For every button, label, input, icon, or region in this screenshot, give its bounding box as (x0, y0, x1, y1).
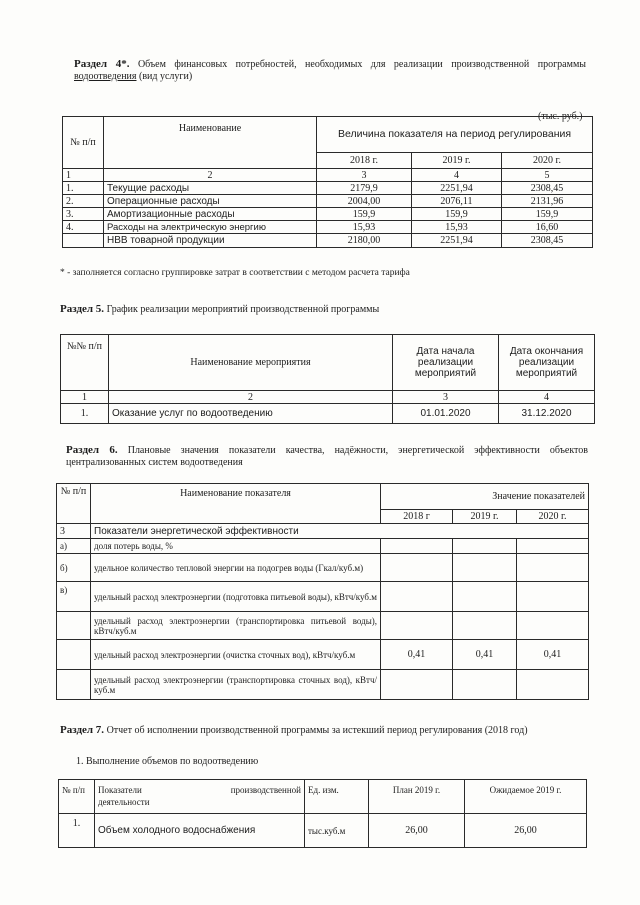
row-plan: 26,00 (369, 814, 465, 848)
table-group-row (57, 524, 589, 539)
row-value: 2131,96 (502, 195, 593, 208)
group-name: Показатели энергетической эффективности (91, 524, 589, 539)
index-cell: 5 (502, 169, 593, 182)
col-num-header: №№ п/п (61, 335, 109, 391)
row-num: 2. (63, 195, 104, 208)
table-header-row (63, 117, 593, 153)
row-num: 1. (63, 182, 104, 195)
row-name: Объем холодного водоснабжения (95, 814, 305, 848)
section4-heading-tail: (вид услуги) (139, 71, 193, 82)
table-row (63, 234, 593, 248)
section7-heading-label: Раздел 7. (60, 724, 105, 736)
row-value: 15,93 (317, 221, 412, 234)
row-value (381, 554, 453, 582)
section7-heading (60, 724, 590, 737)
section4-heading-label: Раздел 4*. (74, 58, 130, 70)
row-value (453, 670, 517, 700)
section4-footnote: * - заполняется согласно группировке затрат в соответствии с методом расчета тарифа (60, 268, 410, 278)
row-value: 0,41 (381, 640, 453, 670)
row-name: удельный расход электроэнергии (очистка сточных вод), кВтч/куб.м (91, 640, 381, 670)
index-cell: 3 (317, 169, 412, 182)
row-name: Амортизационные расходы (104, 208, 317, 221)
col-end-header: Дата окончания реализации мероприятий (499, 335, 595, 391)
row-num: 1. (59, 814, 95, 848)
table-row (57, 554, 589, 582)
col-name-header (95, 780, 305, 814)
section6-heading (66, 444, 588, 469)
row-value: 2251,94 (412, 234, 502, 248)
row-value: 2308,45 (502, 182, 593, 195)
table-header-row (57, 484, 589, 510)
section7-heading-text: Отчет об исполнении производственной программы за истекший период регулирования (2018 год) (106, 725, 528, 736)
table-row (57, 582, 589, 612)
row-value (517, 539, 589, 554)
col-unit-header: Ед. изм. (305, 780, 369, 814)
table-row (63, 221, 593, 234)
year-cell: 2019 г. (453, 510, 517, 524)
section6-heading-text: Плановые значения показатели качества, надёжности, энергетической эффективности объектов централизованных систем водоотведения (66, 445, 589, 468)
row-name: удельное количество тепловой энергии на подогрев воды (Гкал/куб.м) (91, 554, 381, 582)
row-num: б) (57, 554, 91, 582)
year-cell: 2018 г. (317, 153, 412, 169)
table-row (57, 539, 589, 554)
row-num: 4. (63, 221, 104, 234)
section4-heading-text: Объем финансовых потребностей, необходимых для реализации производственной программы (137, 59, 586, 70)
col-name-part-b: производственной (230, 785, 301, 795)
row-unit: тыс.куб.м (305, 814, 369, 848)
row-value (381, 582, 453, 612)
row-value (517, 612, 589, 640)
row-expected: 26,00 (465, 814, 587, 848)
row-value (381, 539, 453, 554)
index-cell: 1 (61, 391, 109, 404)
row-value (453, 612, 517, 640)
section6-table (56, 483, 589, 700)
row-name: НВВ товарной продукции (104, 234, 317, 248)
year-cell: 2018 г (381, 510, 453, 524)
col-num-header: № п/п (59, 780, 95, 814)
row-value (453, 582, 517, 612)
row-name: доля потерь воды, % (91, 539, 381, 554)
table-row (61, 404, 595, 424)
row-name: Текущие расходы (104, 182, 317, 195)
index-cell: 4 (412, 169, 502, 182)
col-name-part-c: деятельности (98, 797, 150, 807)
col-name-header: Наименование мероприятия (109, 335, 393, 391)
year-cell: 2019 г. (412, 153, 502, 169)
index-cell: 1 (63, 169, 104, 182)
row-value: 2004,00 (317, 195, 412, 208)
row-value (381, 612, 453, 640)
section4-heading (74, 58, 586, 83)
row-value: 2251,94 (412, 182, 502, 195)
col-value-header: Значение показателей (381, 484, 589, 510)
row-name: Операционные расходы (104, 195, 317, 208)
section7-table (58, 779, 587, 848)
table-header-row (59, 780, 587, 814)
row-end: 31.12.2020 (499, 404, 595, 424)
col-name-part-a: Показатели (98, 785, 142, 795)
row-num (63, 234, 104, 248)
col-num-header: № п/п (63, 117, 104, 169)
row-value: 2076,11 (412, 195, 502, 208)
col-name-header: Наименование показателя (91, 484, 381, 524)
row-name: Оказание услуг по водоотведению (109, 404, 393, 424)
row-num: 1. (61, 404, 109, 424)
section4-table (62, 116, 593, 248)
row-value: 0,41 (453, 640, 517, 670)
col-name-header: Наименование (104, 117, 317, 169)
row-value: 15,93 (412, 221, 502, 234)
row-value (517, 554, 589, 582)
table-row (63, 182, 593, 195)
year-cell: 2020 г. (502, 153, 593, 169)
row-num (57, 640, 91, 670)
row-value: 16,60 (502, 221, 593, 234)
section5-heading-label: Раздел 5. (60, 303, 105, 315)
col-expected-header: Ожидаемое 2019 г. (465, 780, 587, 814)
row-value (381, 670, 453, 700)
table-index-row (63, 169, 593, 182)
row-num: а) (57, 539, 91, 554)
row-value: 2308,45 (502, 234, 593, 248)
index-cell: 3 (393, 391, 499, 404)
row-value: 2179,9 (317, 182, 412, 195)
row-num: в) (57, 582, 91, 612)
col-value-header: Величина показателя на период регулирования (317, 117, 593, 153)
col-num-header: № п/п (57, 484, 91, 524)
index-cell: 2 (104, 169, 317, 182)
row-start: 01.01.2020 (393, 404, 499, 424)
year-cell: 2020 г. (517, 510, 589, 524)
index-cell: 2 (109, 391, 393, 404)
section7-item: 1. Выполнение объемов по водоотведению (76, 756, 259, 767)
row-name: Расходы на электрическую энергию (104, 221, 317, 234)
table-row (59, 814, 587, 848)
row-num (57, 612, 91, 640)
row-value (517, 670, 589, 700)
table-index-row (61, 391, 595, 404)
row-name: удельный расход электроэнергии (транспортировка питьевой воды), кВтч/куб.м (91, 612, 381, 640)
row-num: 3. (63, 208, 104, 221)
row-name: удельный расход электроэнергии (подготовка питьевой воды), кВтч/куб.м (91, 582, 381, 612)
group-num: 3 (57, 524, 91, 539)
col-plan-header: План 2019 г. (369, 780, 465, 814)
table-row (57, 640, 589, 670)
row-value: 159,9 (412, 208, 502, 221)
section5-table (60, 334, 595, 424)
row-value: 0,41 (517, 640, 589, 670)
index-cell: 4 (499, 391, 595, 404)
section4-heading-underlined: водоотведения (74, 71, 137, 82)
section5-heading (60, 303, 590, 316)
col-start-header: Дата начала реализации мероприятий (393, 335, 499, 391)
table-row (63, 208, 593, 221)
row-value: 159,9 (317, 208, 412, 221)
row-value: 2180,00 (317, 234, 412, 248)
table-row (57, 670, 589, 700)
table-header-row (61, 335, 595, 391)
section4-unit: (тыс. руб.) (538, 111, 583, 122)
row-name: удельный расход электроэнергии (транспортировка сточных вод), кВтч/куб.м (91, 670, 381, 700)
section6-heading-label: Раздел 6. (66, 444, 118, 456)
row-value (453, 539, 517, 554)
row-num (57, 670, 91, 700)
table-row (63, 195, 593, 208)
row-value (517, 582, 589, 612)
table-row (57, 612, 589, 640)
row-value (453, 554, 517, 582)
row-value: 159,9 (502, 208, 593, 221)
section5-heading-text: График реализации мероприятий производственной программы (106, 304, 380, 315)
